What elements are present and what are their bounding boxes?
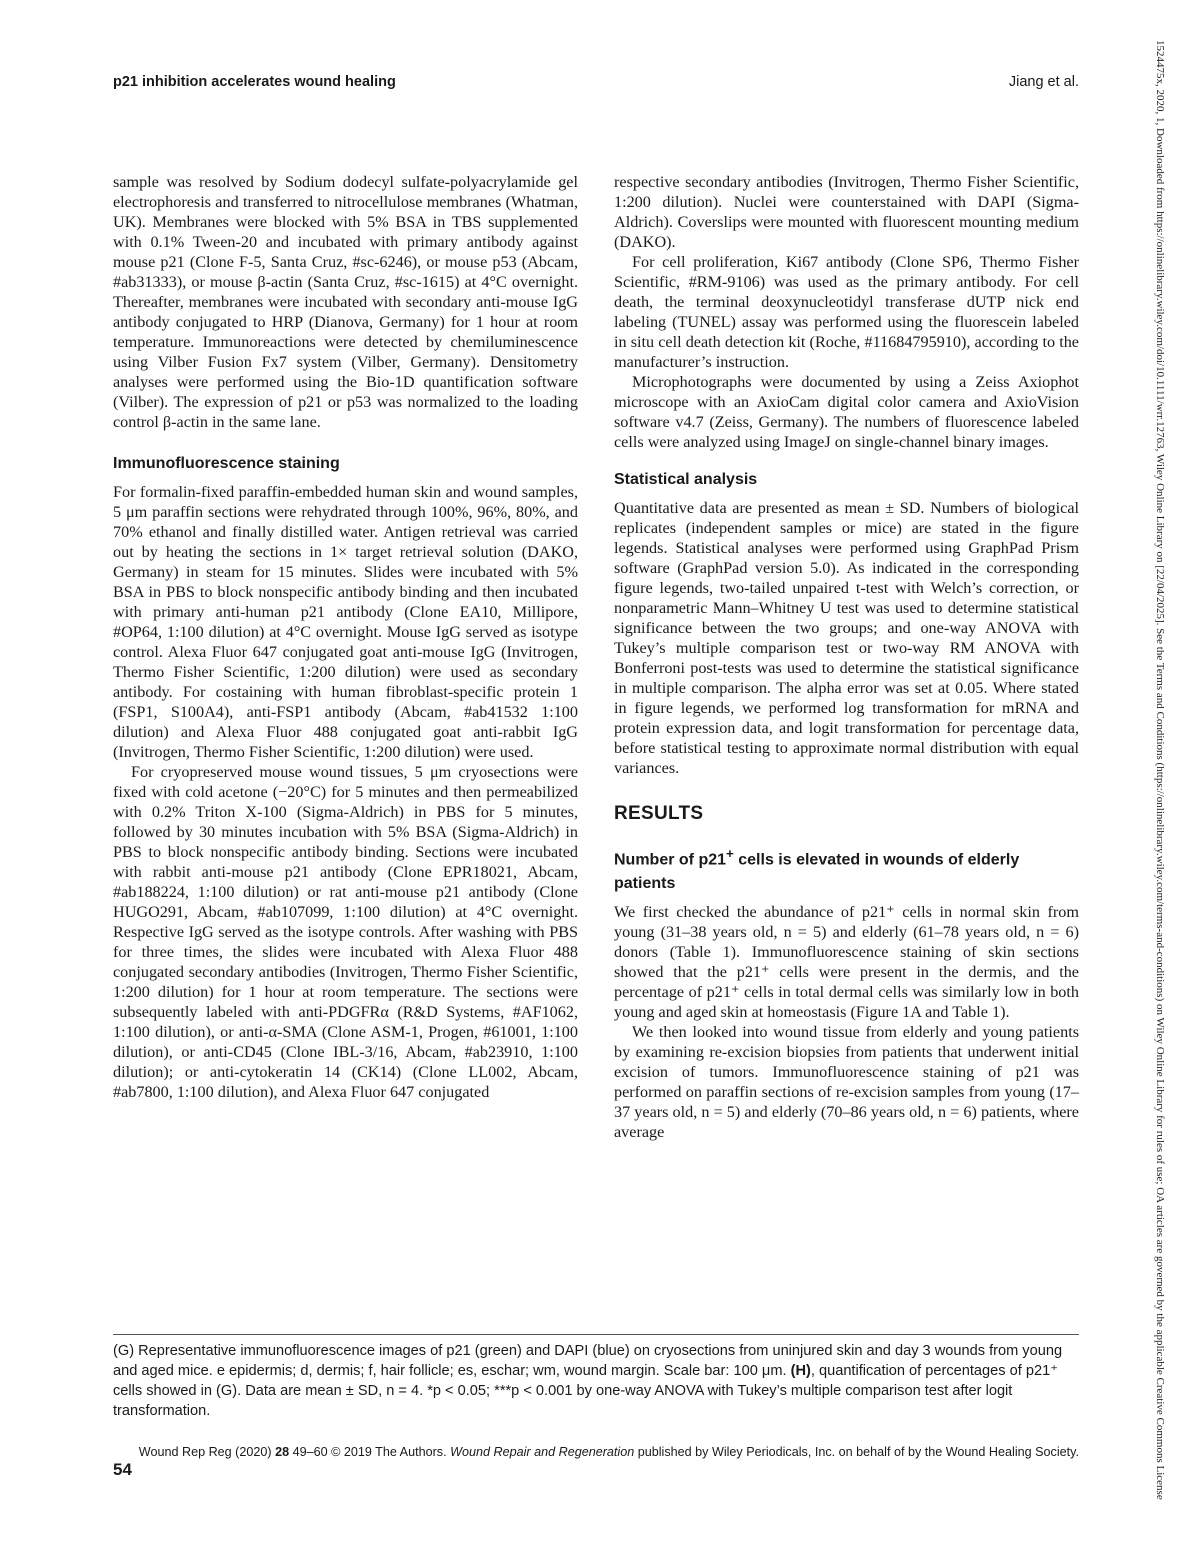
paragraph-normal-skin: We first checked the abundance of p21⁺ cells in normal skin from young (31–38 years old, n = 5) and elderly (61–78 years old, n = 6) donors (Table 1). Immunofluorescence staining of skin sections showed that the p21⁺ cells were present in the dermis, and the percentage of p21⁺ cells in total dermal cells was similarly low in both young and aged skin at homeostasis (Figure 1A and Table 1). bbox=[614, 903, 1079, 1022]
paragraph-paraffin-staining: For formalin-fixed paraffin-embedded human skin and wound samples, 5 μm paraffin sections were rehydrated through 100%, 96%, 80%, and 70% ethanol and finally distilled water. Antigen retrieval was carried out by heating the sections in 1× target retrieval solution (DAKO, Germany) in steam for 15 minutes. Slides were incubated with 5% BSA in PBS to block nonspecific antibody binding and then incubated with primary anti-human p21 antibody (Clone EA10, Millipore, #OP64, 1:100 dilution) at 4°C overnight. Mouse IgG served as isotype control. Alexa Fluor 647 conjugated goat anti-mouse IgG (Invitrogen, Thermo Fisher Scientific, 1:200 dilution) were used as secondary antibody. For costaining with human fibroblast-specific protein 1 (FSP1, S100A4), anti-FSP1 antibody (Abcam, #ab41532 1:100 dilution) and Alexa Fluor 488 conjugated goat anti-rabbit IgG (Invitrogen, Thermo Fisher Scientific, 1:200 dilution) were used. bbox=[113, 483, 578, 761]
heading-statistical-analysis: Statistical analysis bbox=[614, 471, 758, 488]
page-footer bbox=[113, 1443, 1079, 1461]
heading-immunofluorescence: Immunofluorescence staining bbox=[113, 455, 340, 472]
left-column bbox=[113, 172, 578, 1102]
caption-g: (G) Representative immunofluorescence images of p21 (green) and DAPI (blue) on cryosections from uninjured skin and day 3 wounds from young and aged mice. e epidermis; d, dermis; f, hair follicle; es, eschar; wm, wound margin. Scale bar: 100 μm. bbox=[113, 1343, 1063, 1379]
author-header: Jiang et al. bbox=[1008, 74, 1079, 90]
heading-results: RESULTS bbox=[614, 803, 704, 824]
caption-h: , quantification of percentages of p21⁺ cells showed in (G). Data are mean ± SD, n = 4. *p < 0.05; ***p < 0.001 by one-way ANOVA with Tukey’s multiple comparison test after logit transformation. bbox=[113, 1363, 1058, 1419]
running-title: p21 inhibition accelerates wound healing bbox=[113, 74, 396, 90]
paragraph-proliferation: For cell proliferation, Ki67 antibody (Clone SP6, Thermo Fisher Scientific, #RM-9106) was used as the primary antibody. For cell death, the terminal deoxynucleotidyl transferase dUTP nick end labeling (TUNEL) assay was performed using the fluorescein labeled in situ cell death detection kit (Roche, #11684795910), according to the manufacturer’s instruction. bbox=[614, 253, 1079, 371]
footer-citation: Wound Rep Reg (2020) 28 49–60 © 2019 The Authors. Wound Repair and Regeneration published by Wiley Periodicals, Inc. on behalf of by the Wound Healing Society. bbox=[138, 1445, 1079, 1459]
download-notice-sidebar: 1524475x, 2020, 1, Downloaded from https://onlinelibrary.wiley.com/doi/10.1111/wrr.12763, Wiley Online Library on [22/04/2025]. See the Terms and Conditions (https://onlinelibrary.wiley.com/terms-and-conditions) on Wiley Online Library for rules of use; OA articles are governed by the applicable Creative Commons License bbox=[1154, 40, 1166, 1500]
page-number: 54 bbox=[113, 1460, 132, 1479]
paragraph-cryosection-staining: For cryopreserved mouse wound tissues, 5 μm cryosections were fixed with cold acetone (−20°C) for 5 minutes and then permeabilized with 0.2% Triton X-100 (Sigma-Aldrich) in PBS for 5 minutes, followed by 30 minutes incubation with 5% BSA (Sigma-Aldrich) in PBS to block nonspecific antibody binding. Sections were incubated with rabbit anti-mouse p21 antibody (Clone EPR18021, Abcam, #ab188224, 1:100 dilution) or rat anti-mouse p21 antibody (Clone HUGO291, Abcam, #ab107099, 1:100 dilution) at 4°C overnight. Respective IgG served as the isotype controls. After washing with PBS for three times, the slides were incubated with Alexa Fluor 488 conjugated secondary antibodies (Invitrogen, Thermo Fisher Scientific, 1:200 dilution) for 1 hour at room temperature. The sections were subsequently labeled with anti-PDGFRα (R&D Systems, #AF1062, 1:100 dilution), or anti-α-SMA (Clone ASM-1, Progen, #61001, 1:100 dilution), or anti-CD45 (Clone IBL-3/16, Abcam, #ab23910, 1:100 dilution); or anti-cytokeratin 14 (CK14) (Clone LL002, Abcam, #ab7800, 1:100 dilution), and Alexa Fluor 647 conjugated bbox=[113, 763, 578, 1101]
paragraph-western-blot: sample was resolved by Sodium dodecyl sulfate-polyacrylamide gel electrophoresis and transferred to nitrocellulose membranes (Whatman, UK). Membranes were blocked with 5% BSA in TBS supplemented with 0.1% Tween-20 and incubated with primary antibody against mouse p21 (Clone F-5, Santa Cruz, #sc-6246), or mouse p53 (Abcam, #ab31333), or mouse β-actin (Santa Cruz, #sc-1615) at 4°C overnight. Thereafter, membranes were incubated with secondary anti-mouse IgG antibody conjugated to HRP (Dianova, Germany) for 1 hour at room temperature. Immunoreactions were detected by chemiluminescence using Vilber Fusion Fx7 system (Vilber, Germany). Densitometry analyses were performed using the Bio-1D quantification software (Vilber). The expression of p21 or p53 was normalized to the loading control β-actin in the same lane. bbox=[113, 173, 578, 431]
heading-p21-cells: Number of p21+ cells is elevated in wounds of elderly patients bbox=[614, 846, 1020, 893]
paragraph-statistics: Quantitative data are presented as mean ± SD. Numbers of biological replicates (independent samples or mice) are stated in the figure legends. Statistical analyses were performed using GraphPad Prism software (GraphPad version 5.0). As indicated in the corresponding figure legends, two-tailed unpaired t-test with Welch’s correction, or nonparametric Mann–Whitney U test was used to determine statistical significance between the two groups; and one-way ANOVA with Tukey’s multiple comparison test or two-way RM ANOVA with Bonferroni post-tests was used to determine the statistical significance in multiple comparison. The alpha error was set at 0.05. Where stated in figure legends, we performed log transformation for mRNA and protein expression data, and logit transformation for percentage data, before statistical testing to approximate normal distribution with equal variances. bbox=[614, 499, 1079, 777]
figure-caption bbox=[113, 1334, 1079, 1421]
paragraph-secondary-antibodies: respective secondary antibodies (Invitrogen, Thermo Fisher Scientific, 1:200 dilution). Nuclei were counterstained with DAPI (Sigma-Aldrich). Coverslips were mounted with fluorescent mounting medium (DAKO). bbox=[614, 173, 1079, 251]
paragraph-microphotographs: Microphotographs were documented by using a Zeiss Axiophot microscope with an AxioCam digital color camera and AxioVision software v4.7 (Zeiss, Germany). The numbers of fluorescence labeled cells were analyzed using ImageJ on single-channel binary images. bbox=[614, 373, 1079, 451]
paragraph-wound-tissue: We then looked into wound tissue from elderly and young patients by examining re-excision biopsies from patients that underwent initial excision of tumors. Immunofluorescence staining of p21 was performed on paraffin sections of re-excision samples from young (17–37 years old, n = 5) and elderly (70–86 years old, n = 6) patients, where average bbox=[614, 1023, 1079, 1142]
caption-h-label: (H) bbox=[790, 1363, 811, 1379]
right-column bbox=[614, 172, 1079, 1142]
